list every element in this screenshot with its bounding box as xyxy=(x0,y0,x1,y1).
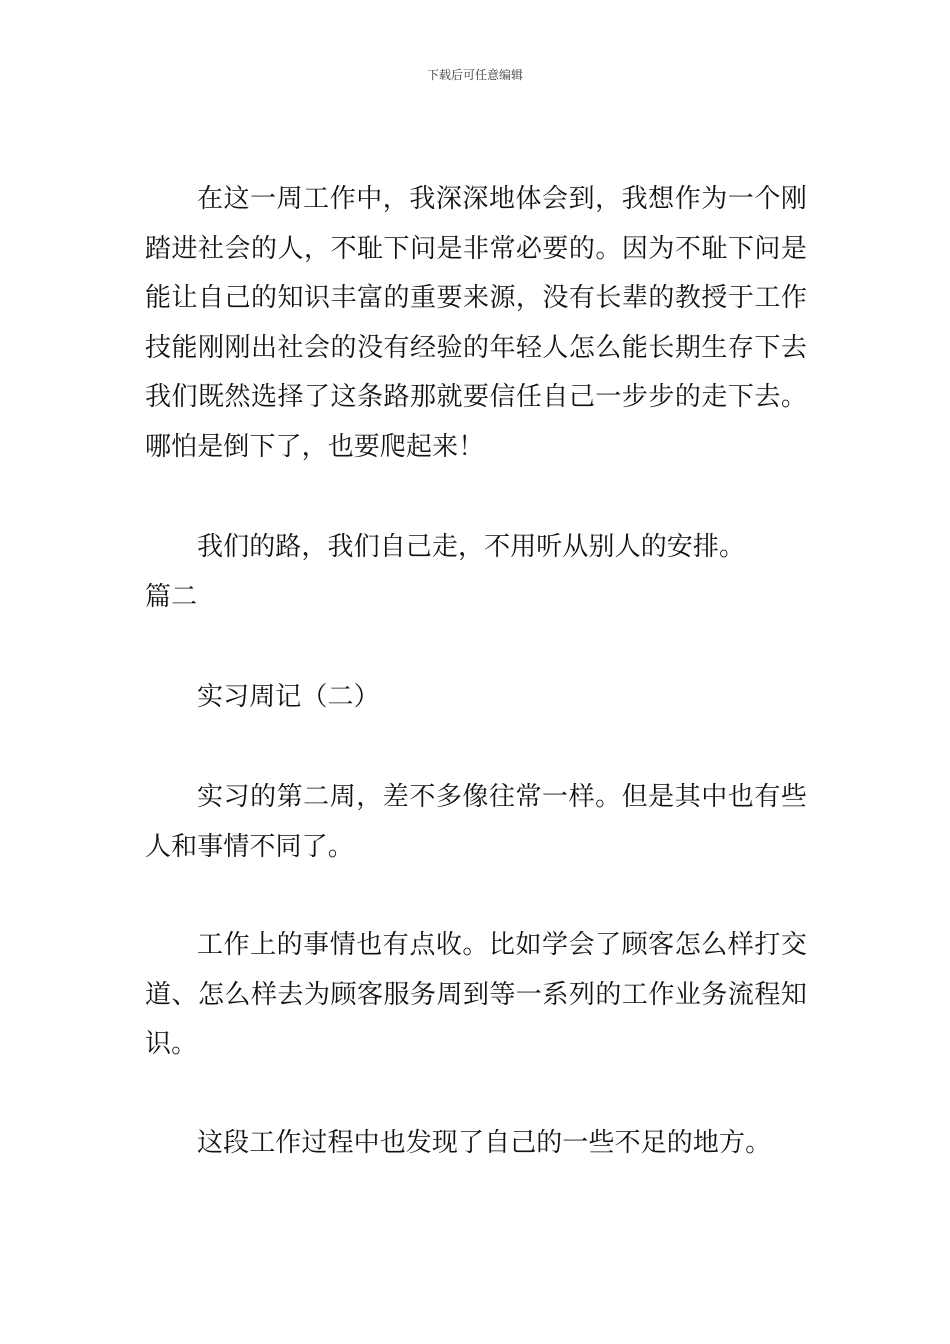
paragraph-2: 我们的路，我们自己走，不用听从别人的安排。 xyxy=(197,532,746,562)
section-heading: 篇二 xyxy=(145,582,198,612)
paragraph-1: 在这一周工作中，我深深地体会到，我想作为一个刚踏进社会的人，不耻下问是非常必要的。因为不耻下问是能让自己的知识丰富的重要来源，没有长辈的教授于工作技能刚刚出社会的没有经验的年轻人怎么能长期生存下去我们既然选择了这条路那就要信任自己一步步的走下去。哪怕是倒下了，也要爬起来！ xyxy=(145,184,807,462)
paragraph-3: 实习的第二周，差不多像往常一样。但是其中也有些人和事情不同了。 xyxy=(145,782,807,862)
paragraph-5: 这段工作过程中也发现了自己的一些不足的地方。 xyxy=(197,1128,772,1158)
page-header-note: 下载后可任意编辑 xyxy=(426,68,523,82)
weekly-journal-title: 实习周记（二） xyxy=(197,682,380,712)
paragraph-4: 工作上的事情也有点收。比如学会了顾客怎么样打交道、怎么样去为顾客服务周到等一系列的工作业务流程知识。 xyxy=(145,930,807,1059)
